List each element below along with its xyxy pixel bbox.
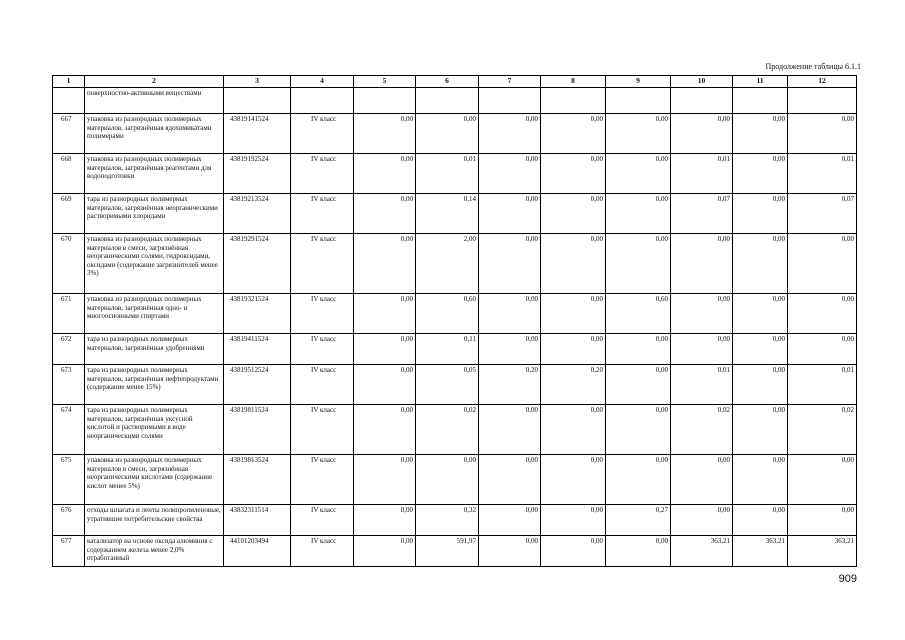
value-cell: 0,00 [479,194,541,234]
hazard-class-cell: IV класс [291,154,354,194]
waste-table [52,75,857,567]
value-cell: 0,00 [479,405,541,455]
value-cell: 0,00 [541,505,606,536]
value-cell: 0,00 [541,154,606,194]
value-cell: 0,00 [788,294,857,334]
value-cell: 0,20 [541,365,606,405]
value-cell: 0,00 [354,294,416,334]
value-cell: 0,00 [354,455,416,505]
value-cell: 0,00 [541,536,606,567]
value-cell: 0,00 [788,455,857,505]
hazard-class-cell: IV класс [291,194,354,234]
value-cell [606,88,671,114]
waste-name-cell: поверхностно-активными веществами [85,88,224,114]
waste-name-cell: тара из разнородных полимерных материалов, загрязнённая удобрениями [85,334,224,365]
table-row [53,88,857,114]
value-cell: 0,27 [606,505,671,536]
fkko-code-cell: 43819291524 [224,234,291,294]
value-cell: 0,07 [671,194,733,234]
table-row [53,365,857,405]
table-row [53,154,857,194]
value-cell: 0,00 [733,334,788,365]
value-cell: 0,00 [606,194,671,234]
value-cell: 0,02 [416,405,479,455]
value-cell: 0,00 [733,505,788,536]
value-cell: 0,00 [541,455,606,505]
value-cell: 0,00 [671,505,733,536]
hazard-class-cell: IV класс [291,455,354,505]
value-cell: 0,00 [541,294,606,334]
column-header: 2 [85,76,224,88]
value-cell: 0,00 [606,455,671,505]
value-cell: 0,00 [541,405,606,455]
value-cell: 0,60 [606,294,671,334]
value-cell: 0,00 [671,114,733,154]
value-cell: 0,05 [416,365,479,405]
value-cell: 0,00 [354,334,416,365]
hazard-class-cell: IV класс [291,334,354,365]
row-number-cell: 667 [53,114,85,154]
value-cell: 0,00 [788,505,857,536]
value-cell: 0,00 [479,536,541,567]
row-number-cell: 674 [53,405,85,455]
waste-name-cell: упаковка из разнородных полимерных материалов, загрязнённая ядохимикатами полимерами [85,114,224,154]
header-row [53,76,857,88]
value-cell [479,88,541,114]
value-cell: 0,00 [479,234,541,294]
value-cell: 0,01 [788,154,857,194]
row-number-cell: 670 [53,234,85,294]
value-cell [416,88,479,114]
fkko-code-cell: 43819213524 [224,194,291,234]
value-cell: 0,01 [788,365,857,405]
value-cell [354,88,416,114]
value-cell: 0,00 [354,154,416,194]
table-row [53,536,857,567]
value-cell: 0,00 [541,114,606,154]
value-cell: 0,01 [671,154,733,194]
row-number-cell: 669 [53,194,85,234]
value-cell: 0,00 [541,194,606,234]
value-cell: 591,97 [416,536,479,567]
value-cell: 2,00 [416,234,479,294]
value-cell: 0,00 [606,234,671,294]
fkko-code-cell: 43819141524 [224,114,291,154]
value-cell: 0,20 [479,365,541,405]
value-cell: 0,14 [416,194,479,234]
page-number: 909 [838,573,857,585]
waste-name-cell: упаковка из разнородных полимерных материалов в смеси, загрязнённая неорганическими кислотами (содержание кислот менее 5%) [85,455,224,505]
fkko-code-cell: 43819192524 [224,154,291,194]
row-number-cell: 672 [53,334,85,365]
waste-name-cell: упаковка из разнородных полимерных материалов, загрязнённая одно- и многоосновными спиртами [85,294,224,334]
value-cell: 0,00 [671,234,733,294]
value-cell [671,88,733,114]
column-header: 12 [788,76,857,88]
value-cell: 0,00 [354,234,416,294]
value-cell: 0,00 [354,194,416,234]
waste-name-cell: тара из разнородных полимерных материалов, загрязнённая уксусной кислотой и растворимыми в воде неорганическими солями [85,405,224,455]
value-cell: 0,00 [733,154,788,194]
column-header: 11 [733,76,788,88]
value-cell: 0,00 [354,405,416,455]
value-cell: 363,21 [671,536,733,567]
fkko-code-cell: 43819411524 [224,334,291,365]
value-cell: 0,00 [606,154,671,194]
hazard-class-cell [291,88,354,114]
value-cell: 0,11 [416,334,479,365]
hazard-class-cell: IV класс [291,365,354,405]
column-header: 7 [479,76,541,88]
row-number-cell: 675 [53,455,85,505]
column-header: 1 [53,76,85,88]
value-cell: 0,00 [606,334,671,365]
fkko-code-cell: 44101203494 [224,536,291,567]
column-header: 3 [224,76,291,88]
value-cell: 0,00 [479,154,541,194]
value-cell [788,88,857,114]
value-cell: 0,00 [606,365,671,405]
value-cell: 0,00 [354,114,416,154]
hazard-class-cell: IV класс [291,536,354,567]
value-cell: 0,00 [479,455,541,505]
table-row [53,334,857,365]
value-cell: 0,07 [788,194,857,234]
value-cell: 0,00 [788,114,857,154]
value-cell: 0,02 [671,405,733,455]
value-cell: 0,00 [733,234,788,294]
value-cell: 0,00 [541,234,606,294]
value-cell: 0,00 [354,536,416,567]
column-header: 8 [541,76,606,88]
fkko-code-cell [224,88,291,114]
value-cell: 0,00 [671,294,733,334]
waste-name-cell: тара из разнородных полимерных материалов, загрязнённая неорганическими растворимыми хлоридами [85,194,224,234]
row-number-cell [53,88,85,114]
table-row [53,455,857,505]
value-cell: 0,00 [733,405,788,455]
row-number-cell: 668 [53,154,85,194]
value-cell: 0,32 [416,505,479,536]
waste-name-cell: катализатор на основе оксида алюминия с содержанием железа менее 2,0% отработанный [85,536,224,567]
column-header: 6 [416,76,479,88]
table-row [53,234,857,294]
row-number-cell: 673 [53,365,85,405]
table-row [53,405,857,455]
value-cell: 0,00 [671,334,733,365]
table-row [53,114,857,154]
fkko-code-cell: 43819321524 [224,294,291,334]
value-cell: 0,00 [733,294,788,334]
value-cell: 0,01 [671,365,733,405]
waste-name-cell: отходы шпагата и ленты полипропиленовые, утратившие потребительские свойства [85,505,224,536]
fkko-code-cell: 43819813524 [224,455,291,505]
value-cell: 0,00 [479,294,541,334]
table-row [53,194,857,234]
column-header: 4 [291,76,354,88]
waste-name-cell: тара из разнородных полимерных материалов, загрязнённая нефтепродуктами (содержание менее 15%) [85,365,224,405]
hazard-class-cell: IV класс [291,505,354,536]
value-cell: 0,00 [606,405,671,455]
fkko-code-cell: 43819811524 [224,405,291,455]
table-row [53,294,857,334]
value-cell: 0,01 [416,154,479,194]
value-cell [733,88,788,114]
hazard-class-cell: IV класс [291,405,354,455]
value-cell: 0,00 [416,455,479,505]
value-cell: 0,00 [541,334,606,365]
waste-name-cell: упаковка из разнородных полимерных материалов, загрязнённая реагентами для водоподготовки [85,154,224,194]
value-cell: 0,00 [788,234,857,294]
waste-name-cell: упаковка из разнородных полимерных материалов в смеси, загрязнённая неорганическими солями, гидроксидами, оксидами (содержание загрязнителей менее 3%) [85,234,224,294]
value-cell: 0,00 [479,505,541,536]
value-cell: 0,02 [788,405,857,455]
value-cell: 0,00 [733,365,788,405]
row-number-cell: 676 [53,505,85,536]
value-cell: 0,00 [733,114,788,154]
value-cell: 0,00 [733,455,788,505]
value-cell: 0,60 [416,294,479,334]
value-cell: 0,00 [733,194,788,234]
table-caption: Продолжение таблицы 6.1.1 [765,62,861,71]
hazard-class-cell: IV класс [291,234,354,294]
value-cell: 0,00 [479,334,541,365]
fkko-code-cell: 43832311514 [224,505,291,536]
hazard-class-cell: IV класс [291,294,354,334]
value-cell: 0,00 [671,455,733,505]
hazard-class-cell: IV класс [291,114,354,154]
value-cell: 363,21 [788,536,857,567]
value-cell: 0,00 [606,114,671,154]
value-cell: 0,00 [606,536,671,567]
value-cell: 0,00 [354,505,416,536]
fkko-code-cell: 43819512524 [224,365,291,405]
row-number-cell: 677 [53,536,85,567]
value-cell: 0,00 [416,114,479,154]
value-cell: 0,00 [354,365,416,405]
column-header: 9 [606,76,671,88]
column-header: 10 [671,76,733,88]
value-cell [541,88,606,114]
value-cell: 0,00 [479,114,541,154]
value-cell: 0,00 [788,334,857,365]
value-cell: 363,21 [733,536,788,567]
row-number-cell: 671 [53,294,85,334]
table-row [53,505,857,536]
column-header: 5 [354,76,416,88]
